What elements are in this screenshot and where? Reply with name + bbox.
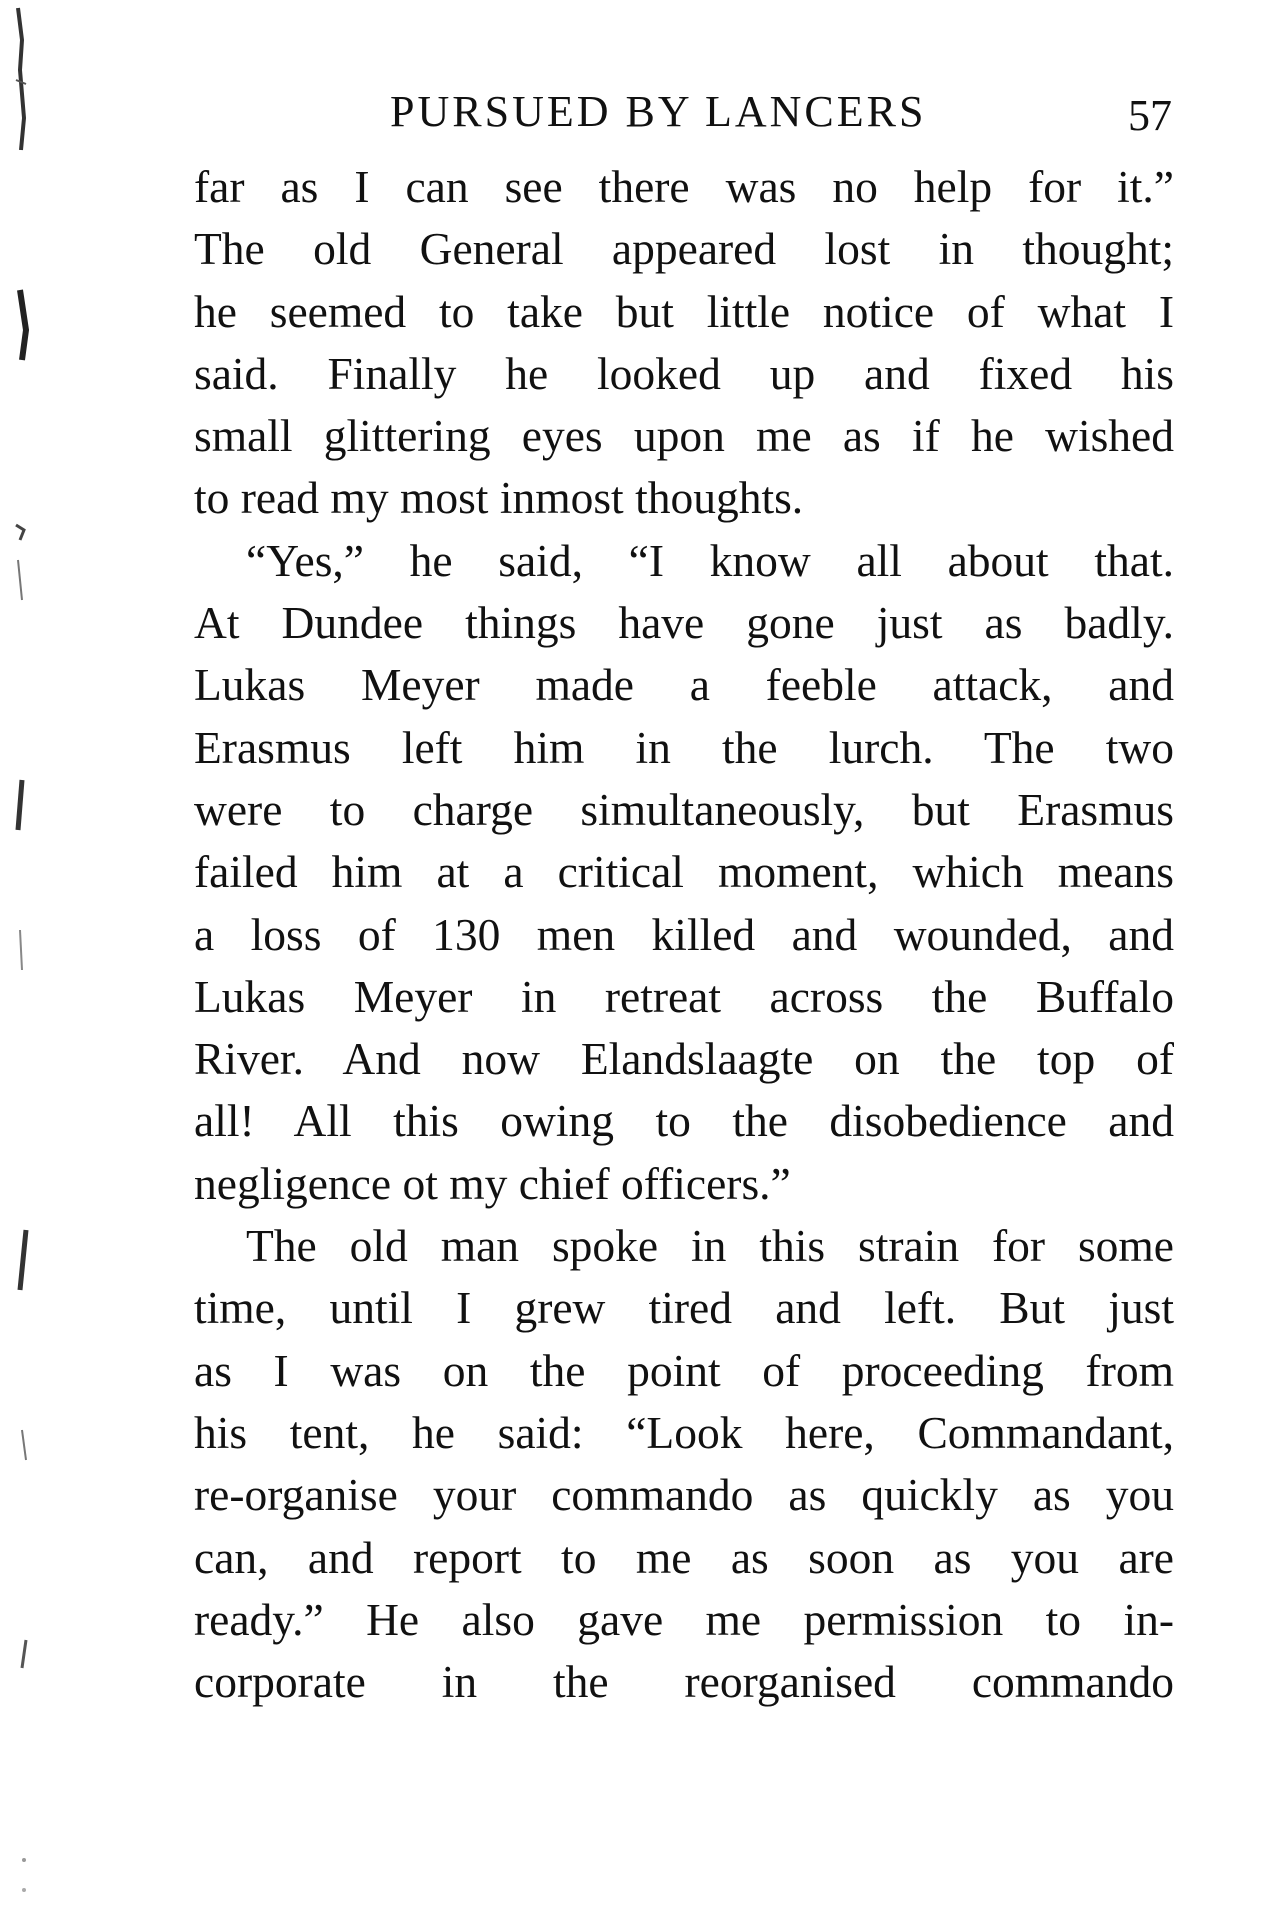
text-line: failed him at a critical moment, which means bbox=[194, 846, 1174, 898]
text-line: time, until I grew tired and left. But just bbox=[194, 1282, 1174, 1334]
text-line: At Dundee things have gone just as badly. bbox=[194, 597, 1174, 649]
text-line: The old General appeared lost in thought; bbox=[194, 223, 1174, 275]
body-text bbox=[194, 156, 1174, 1713]
text-line: can, and report to me as soon as you are bbox=[194, 1531, 1174, 1583]
text-line: The old man spoke in this strain for some bbox=[246, 1220, 1174, 1272]
text-line: said. Finally he looked up and fixed his bbox=[194, 347, 1174, 399]
text-line: Lukas Meyer made a feeble attack, and bbox=[194, 659, 1174, 711]
page-header bbox=[390, 86, 1172, 146]
text-line: River. And now Elandslaagte on the top of bbox=[194, 1033, 1174, 1085]
text-line: all! All this owing to the disobedience and bbox=[194, 1095, 1174, 1147]
text-line: he seemed to take but little notice of what I bbox=[194, 285, 1174, 337]
text-line: ready.” He also gave me permission to in- bbox=[194, 1593, 1174, 1645]
text-line: small glittering eyes upon me as if he wished bbox=[194, 410, 1174, 462]
text-line: far as I can see there was no help for it.” bbox=[194, 161, 1174, 212]
text-line: “Yes,” he said, “I know all about that. bbox=[246, 534, 1174, 586]
text-line: Erasmus left him in the lurch. The two bbox=[194, 721, 1174, 773]
binding-margin-marks bbox=[0, 0, 130, 1908]
text-line: were to charge simultaneously, but Erasmus bbox=[194, 783, 1174, 835]
running-head: PURSUED BY LANCERS bbox=[390, 87, 927, 136]
text-line: corporate in the reorganised commando bbox=[194, 1656, 1174, 1708]
page-number: 57 bbox=[1128, 91, 1172, 140]
text-line: re-organise your commando as quickly as you bbox=[194, 1469, 1174, 1521]
text-line: to read my most inmost thoughts. bbox=[194, 472, 804, 524]
text-line: as I was on the point of proceeding from bbox=[194, 1344, 1174, 1396]
text-line: negligence ot my chief officers.” bbox=[194, 1157, 791, 1209]
text-line: a loss of 130 men killed and wounded, and bbox=[194, 908, 1174, 960]
text-line: his tent, he said: “Look here, Commandant, bbox=[194, 1406, 1174, 1458]
text-line: Lukas Meyer in retreat across the Buffalo bbox=[194, 970, 1174, 1022]
